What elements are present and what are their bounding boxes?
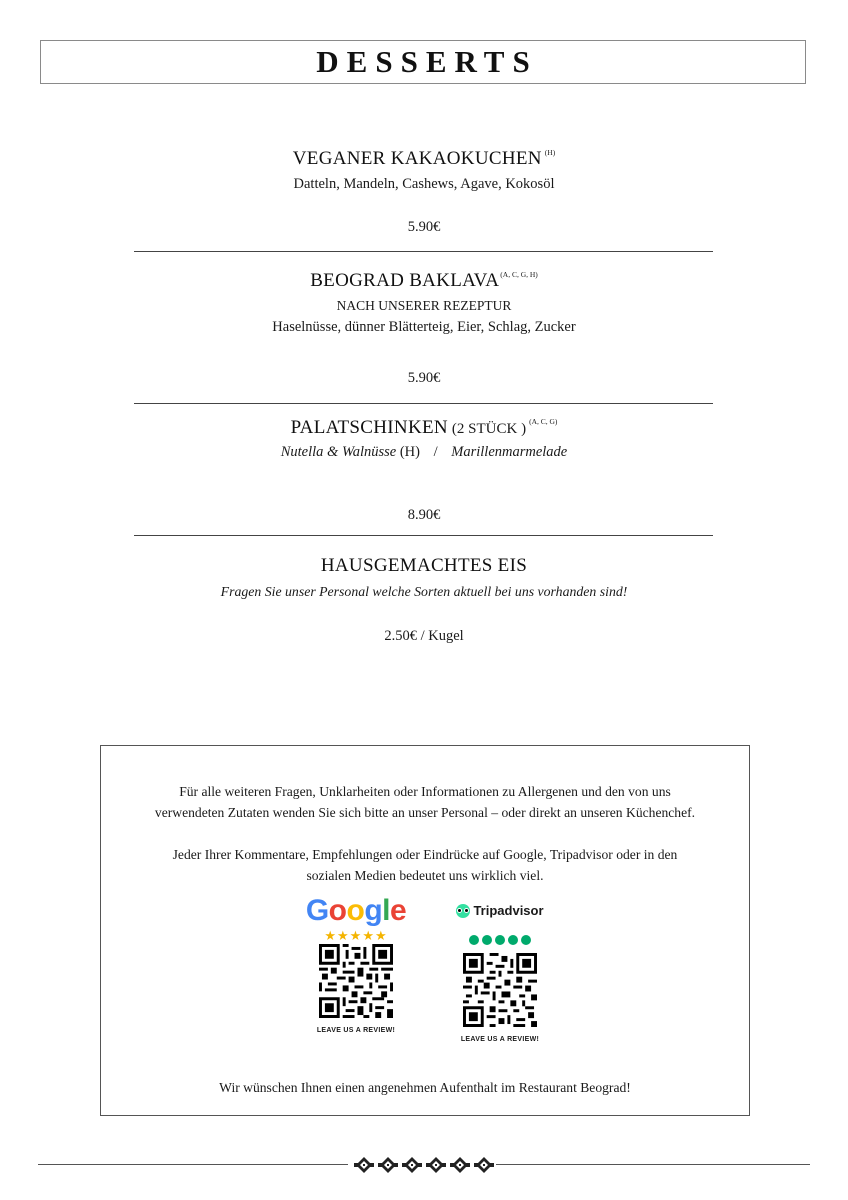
item-description: Fragen Sie unser Personal welche Sorten aktuell bei uns vorhanden sind! [220,584,628,599]
item-price: 5.90€ [407,219,441,235]
allergen-codes: (A, C, G) [529,417,558,426]
google-logo-icon: Google [305,894,407,927]
info-line: verwendeten Zutaten wenden Sie sich bitte an unser Personal – oder direkt an unseren Küchenchef. [154,805,696,820]
divider [134,251,713,252]
option-allergen: (H) [399,444,420,460]
item-price: 8.90€ [407,507,441,523]
item-options [0,444,848,461]
item-name: HAUSGEMACHTES EIS [320,555,528,576]
menu-item-veganer-kakaokuchen [0,148,848,170]
option-marillen: Marillenmarmelade [451,444,568,460]
rating-dot-icon [508,935,518,945]
allergen-codes: (H) [544,148,556,157]
tripadvisor-review-cta: LEAVE US A REVIEW! [460,1035,540,1043]
tripadvisor-name: Tripadvisor [473,903,544,918]
folk-ornament-icon [352,1155,496,1175]
item-price: 2.50€ / Kugel [384,628,464,644]
option-separator: / [433,444,438,460]
tripadvisor-owl-icon [456,904,470,918]
tripadvisor-qr-code-icon[interactable] [463,953,537,1027]
info-line: sozialen Medien bedeutet uns wirklich viel. [306,868,544,883]
title-box [40,40,806,84]
info-box [100,745,750,1116]
item-subtitle: NACH UNSERER REZEPTUR [336,298,512,313]
google-review [301,894,411,1034]
info-line: Für alle weiteren Fragen, Unklarheiten oder Informationen zu Allergenen und den von uns [179,784,671,799]
tripadvisor-rating-dots [445,935,555,945]
item-price: 5.90€ [407,370,441,386]
rating-dot-icon [521,935,531,945]
rating-dot-icon [469,935,479,945]
item-name: VEGANER KAKAOKUCHEN [292,148,542,169]
google-rating-stars: ★★★★★ [324,928,388,943]
rating-dot-icon [482,935,492,945]
tripadvisor-review [445,903,555,1043]
divider [134,535,713,536]
info-line: Jeder Ihrer Kommentare, Empfehlungen oder Eindrücke auf Google, Tripadvisor oder in den [172,847,678,862]
allergen-codes: (A, C, G, H) [500,270,538,279]
item-name: PALATSCHINKEN [290,417,448,438]
tripadvisor-logo [456,903,543,918]
rating-dot-icon [495,935,505,945]
google-qr-code-icon[interactable] [319,944,393,1018]
option-nutella: Nutella & Walnüsse [280,444,397,460]
closing-text: Wir wünschen Ihnen einen angenehmen Aufenthalt im Restaurant Beograd! [219,1080,631,1095]
menu-item-palatschinken [0,417,848,439]
item-quantity: (2 STÜCK ) [451,421,527,437]
divider [134,403,713,404]
footer-line-left [38,1164,348,1165]
footer-line-right [496,1164,810,1165]
google-review-cta: LEAVE US A REVIEW! [316,1027,396,1034]
item-description: Datteln, Mandeln, Cashews, Agave, Kokosöl [293,176,555,192]
page-title: DESSERTS [316,44,538,79]
menu-item-beograd-baklava [0,270,848,292]
item-description: Haselnüsse, dünner Blätterteig, Eier, Schlag, Zucker [272,319,576,335]
menu-item-hausgemachtes-eis [0,555,848,577]
item-name: BEOGRAD BAKLAVA [310,270,500,291]
